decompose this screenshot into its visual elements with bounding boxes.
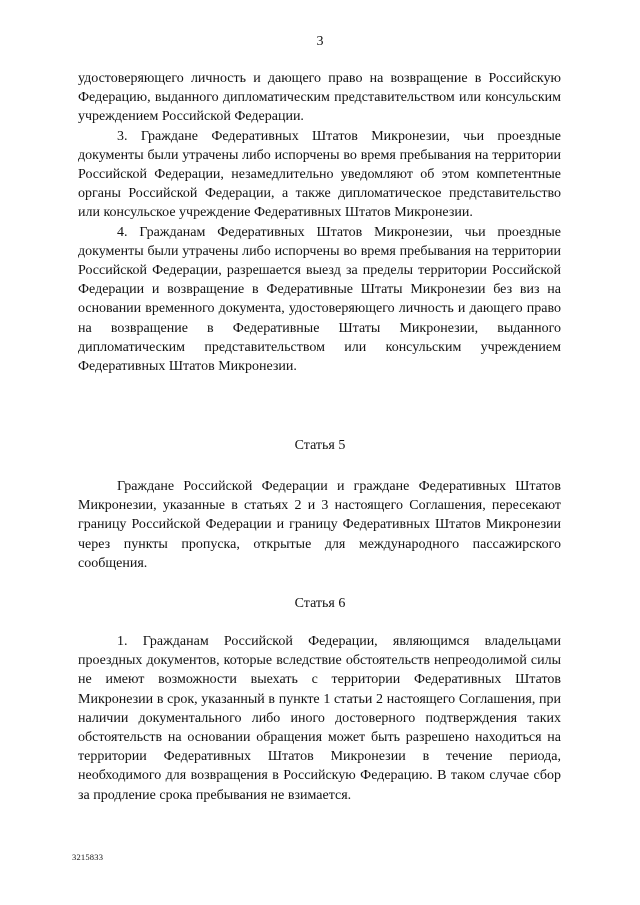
page-number: 3 [316, 34, 324, 49]
article-5-heading: Статья 5 [294, 438, 346, 453]
paragraph-item-3: 3. Граждане Федеративных Штатов Микронезии, чьи проездные документы были утрачены либо испорчены во время пребывания на территории Российской Федерации, незамедлительно уведомляют об этом компетентные органы Российской Федерации, а также дипломатическое представительство или консульское учреждение Федеративных Штатов Микронезии. [78, 128, 561, 221]
article-6-heading: Статья 6 [294, 596, 346, 611]
paragraph-continuation: удостоверяющего личность и дающего право на возвращение в Российскую Федерацию, выданного дипломатическим представительством или консульским учреждением Российской Федерации. [78, 71, 561, 125]
paragraph-item-4: 4. Гражданам Федеративных Штатов Микронезии, чьи проездные документы были утрачены либо испорчены во время пребывания на территории Российской Федерации, разрешается выезд за пределы территории Российской Федерации и возвращение в Федеративные Штаты Микронезии без виз на основании временного документа, удостоверяющего личность и дающего право на возвращение в Федеративные Штаты Микронезии, выданного дипломатическим представительством или консульским учреждением Федеративных Штатов Микронезии. [78, 224, 561, 375]
article-5-paragraph: Граждане Российской Федерации и граждане Федеративных Штатов Микронезии, указанные в статьях 2 и 3 настоящего Соглашения, пересекают границу Российской Федерации и границу Федеративных Штатов Микронезии через пункты пропуска, открытые для международного пассажирского сообщения. [78, 479, 561, 571]
article-6-body [78, 632, 561, 805]
document-code: 3215833 [72, 852, 104, 862]
article-5-body [78, 477, 561, 573]
article-6-paragraph-1: 1. Гражданам Российской Федерации, являющимся владельцами проездных документов, которые вследствие обстоятельств непреодолимой силы не имеют возможности выехать с территории Федеративных Штатов Микронезии в срок, указанный в пункте 1 статьи 2 настоящего Соглашения, при наличии документального либо иного достоверного подтверждения таких обстоятельств на основании обращения может быть разрешено находиться на территории Федеративных Штатов Микронезии в течение периода, необходимого для возвращения в Российскую Федерацию. В таком случае сбор за продление срока пребывания не взимается. [78, 634, 561, 803]
article-4-continuation [78, 69, 561, 376]
